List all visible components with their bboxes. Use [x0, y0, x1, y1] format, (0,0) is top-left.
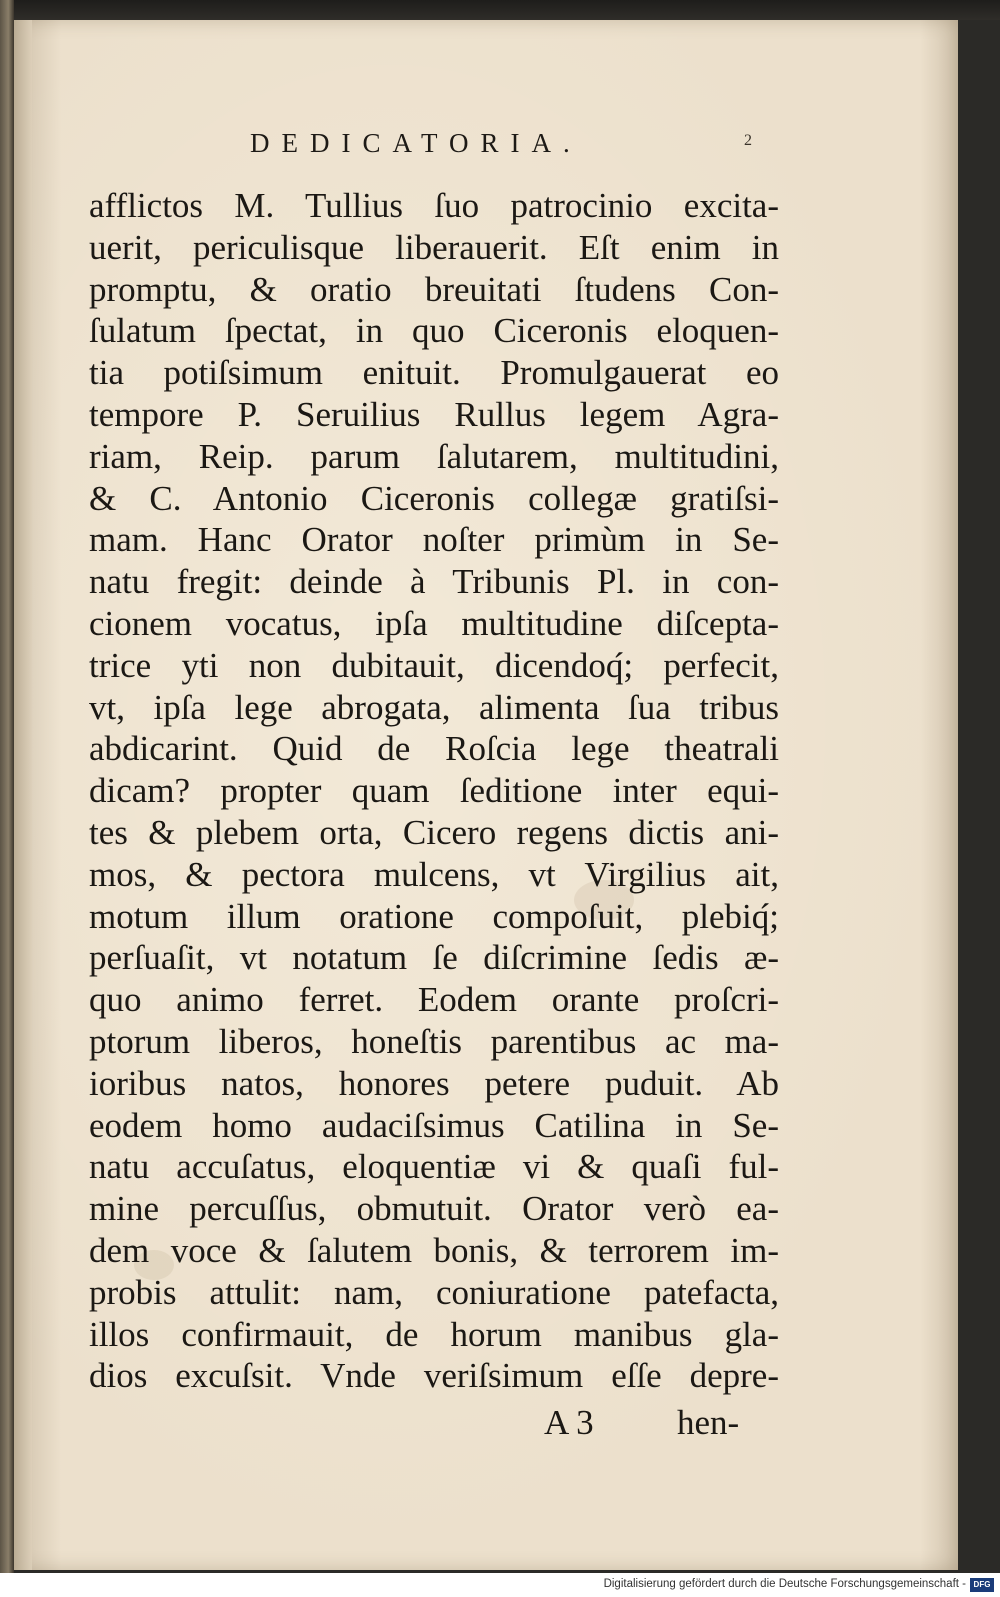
text-line: dios excuſsit. Vnde veriſsimum eſſe depre- [89, 1356, 779, 1396]
text-line: mam. Hanc Orator noſter primùm in Se- [89, 520, 779, 560]
text-line: natu accuſatus, eloquentiæ vi & quaſi ful- [89, 1147, 779, 1187]
signature-mark-top: 2 [744, 132, 752, 149]
running-header: DEDICATORIA. [250, 128, 582, 158]
text-line: ſulatum ſpectat, in quo Ciceronis eloquen- [89, 311, 779, 351]
text-line: quo animo ferret. Eodem orante proſcri- [89, 980, 779, 1020]
text-line: tes & plebem orta, Cicero regens dictis ani- [89, 812, 779, 852]
text-line: mos, & pectora mulcens, vt Virgilius ait, [89, 854, 779, 894]
text-line: afflictos M. Tullius ſuo patrocinio excita- [89, 186, 779, 225]
digitization-credit: Digitalisierung gefördert durch die Deutsche Forschungsgemeinschaft - [603, 1578, 966, 1590]
text-line: motum illum oratione compoſuit, plebiq́; [89, 896, 779, 936]
text-line: mine percuſſus, obmutuit. Orator verò ea- [89, 1189, 779, 1229]
text-line: tempore P. Seruilius Rullus legem Agra- [89, 394, 779, 434]
text-line: ptorum liberos, honeſtis parentibus ac ma- [89, 1021, 779, 1061]
text-line: uerit, periculisque liberauerit. Eſt enim in [89, 227, 779, 267]
text-line: probis attulit: nam, coniuratione patefacta, [89, 1272, 779, 1312]
text-line: vt, ipſa lege abrogata, alimenta ſua tribus [89, 687, 779, 727]
text-line: abdicarint. Quid de Roſcia lege theatrali [89, 729, 779, 769]
dfg-logo: DFG [970, 1578, 994, 1592]
book-spine [0, 0, 14, 1573]
text-line: illos confirmauit, de horum manibus gla- [89, 1314, 779, 1354]
text-line: natu fregit: deinde à Tribunis Pl. in con- [89, 562, 779, 602]
page-footer [14, 1403, 958, 1443]
text-line: trice yti non dubitauit, dicendoq́; perfecit, [89, 645, 779, 685]
text-line: ioribus natos, honores petere puduit. Ab [89, 1063, 779, 1103]
body-text [89, 185, 779, 1397]
text-line: & C. Antonio Ciceronis collegæ gratiſsi- [89, 478, 779, 518]
catchword: hen- [677, 1403, 740, 1442]
text-line: eodem homo audaciſsimus Catilina in Se- [89, 1105, 779, 1145]
text-line: promptu, & oratio breuitati ſtudens Con- [89, 269, 779, 309]
text-line: dicam? propter quam ſeditione inter equi- [89, 771, 779, 811]
book-page [14, 20, 958, 1570]
text-line: perſuaſit, vt notatum ſe diſcrimine ſedis æ- [89, 938, 779, 978]
top-edge [14, 0, 1000, 20]
text-line: dem voce & ſalutem bonis, & terrorem im- [89, 1230, 779, 1270]
credit-bar [0, 1573, 1000, 1597]
page-gutter [14, 20, 32, 1570]
text-line: cionem vocatus, ipſa multitudine diſcepta- [89, 603, 779, 643]
text-line: tia potiſsimum enituit. Promulgauerat eo [89, 353, 779, 393]
text-line: riam, Reip. parum ſalutarem, multitudini, [89, 436, 779, 476]
signature-mark: A 3 [544, 1403, 594, 1442]
